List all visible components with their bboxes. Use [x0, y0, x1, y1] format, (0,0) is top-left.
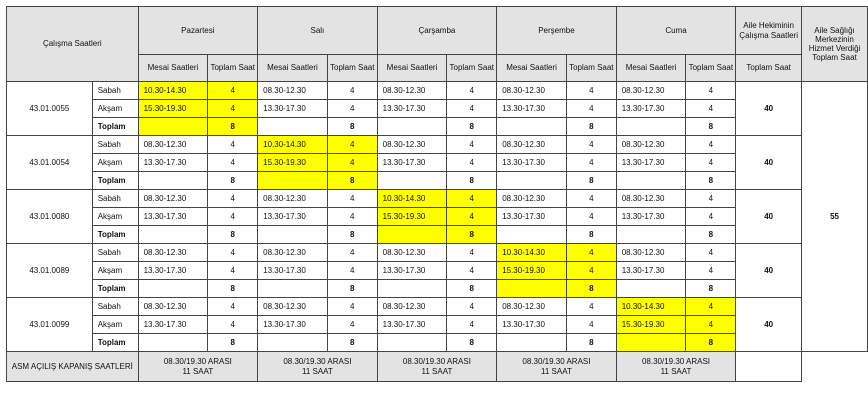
- hours-cell: 08.30-12.30: [258, 244, 328, 262]
- total-cell: 4: [686, 136, 736, 154]
- daily-total-cell: 8: [208, 280, 258, 298]
- total-cell: 4: [327, 298, 377, 316]
- hours-cell: 15.30-19.30: [138, 100, 208, 118]
- daily-total-cell: 8: [327, 226, 377, 244]
- hours-cell: 08.30-12.30: [377, 136, 447, 154]
- total-cell: 4: [208, 190, 258, 208]
- hours-cell: 13.30-17.30: [377, 100, 447, 118]
- daily-total-cell: 8: [208, 118, 258, 136]
- hours-cell: 08.30-12.30: [377, 82, 447, 100]
- shift-label-toplam: Toplam: [92, 118, 138, 136]
- total-cell: 4: [447, 262, 497, 280]
- hours-cell: 08.30-12.30: [258, 298, 328, 316]
- hours-cell: 08.30-12.30: [258, 190, 328, 208]
- hours-cell: [377, 118, 447, 136]
- asm-service-hours-header: Aile Sağlığı Merkezinin Hizmet Verdiği Toplam Saat: [802, 7, 868, 82]
- shift-label-aksam: Akşam: [92, 100, 138, 118]
- unit-code: 43.01.0054: [7, 136, 93, 190]
- hours-cell: [138, 118, 208, 136]
- sub-header-toplam: Toplam Saat: [327, 55, 377, 82]
- total-cell: 4: [686, 82, 736, 100]
- total-cell: 4: [208, 244, 258, 262]
- total-cell: 4: [327, 136, 377, 154]
- hours-cell: 08.30-12.30: [138, 244, 208, 262]
- hours-cell: [497, 226, 567, 244]
- hours-cell: [258, 172, 328, 190]
- hours-cell: 10.30-14.30: [497, 244, 567, 262]
- asm-day-hours: [497, 352, 617, 382]
- hours-cell: [258, 118, 328, 136]
- hours-cell: [377, 334, 447, 352]
- sub-header-toplam: Toplam Saat: [566, 55, 616, 82]
- total-cell: 4: [686, 100, 736, 118]
- asm-hours-range: 08.30/19.30 ARASI: [641, 357, 711, 367]
- total-cell: 4: [686, 154, 736, 172]
- daily-total-cell: 8: [566, 226, 616, 244]
- hours-cell: 13.30-17.30: [377, 154, 447, 172]
- total-cell: 4: [208, 136, 258, 154]
- total-cell: 4: [686, 262, 736, 280]
- hours-cell: 08.30-12.30: [497, 136, 567, 154]
- total-cell: 4: [208, 262, 258, 280]
- daily-total-cell: 8: [447, 118, 497, 136]
- asm-day-hours: [138, 352, 258, 382]
- asm-day-hours: [616, 352, 736, 382]
- daily-total-cell: 8: [327, 118, 377, 136]
- hours-cell: [138, 226, 208, 244]
- family-physician-total-header: Toplam Saat: [736, 55, 802, 82]
- total-cell: 4: [566, 82, 616, 100]
- hours-cell: 15.30-19.30: [616, 316, 686, 334]
- shift-label-toplam: Toplam: [92, 226, 138, 244]
- daily-total-cell: 8: [327, 172, 377, 190]
- table-row: [7, 82, 868, 100]
- hours-cell: [616, 118, 686, 136]
- daily-total-cell: 8: [686, 334, 736, 352]
- total-cell: 4: [566, 190, 616, 208]
- schedule-sheet: [6, 6, 868, 382]
- asm-open-close-label: ASM AÇILIŞ KAPANIŞ SAATLERİ: [7, 352, 139, 382]
- asm-hours-range: 08.30/19.30 ARASI: [402, 357, 471, 367]
- total-cell: 4: [447, 244, 497, 262]
- hours-cell: 13.30-17.30: [138, 154, 208, 172]
- asm-hours-count: 11 SAAT: [421, 366, 453, 376]
- weekly-total-cell: 40: [736, 244, 802, 298]
- hours-cell: [258, 280, 328, 298]
- hours-cell: 08.30-12.30: [616, 136, 686, 154]
- hours-cell: [616, 172, 686, 190]
- hours-cell: [497, 334, 567, 352]
- hours-cell: 10.30-14.30: [258, 136, 328, 154]
- day-header-wednesday: Çarşamba: [377, 7, 497, 55]
- total-cell: 4: [686, 316, 736, 334]
- shift-label-aksam: Akşam: [92, 316, 138, 334]
- hours-cell: 10.30-14.30: [377, 190, 447, 208]
- total-cell: 4: [327, 244, 377, 262]
- hours-cell: [138, 280, 208, 298]
- hours-cell: [377, 280, 447, 298]
- hours-cell: 08.30-12.30: [138, 298, 208, 316]
- total-cell: 4: [566, 136, 616, 154]
- shift-label-aksam: Akşam: [92, 154, 138, 172]
- day-header-thursday: Perşembe: [497, 7, 617, 55]
- hours-cell: 13.30-17.30: [616, 154, 686, 172]
- hours-cell: 13.30-17.30: [377, 316, 447, 334]
- total-cell: 4: [566, 154, 616, 172]
- total-cell: 4: [208, 82, 258, 100]
- daily-total-cell: 8: [447, 334, 497, 352]
- daily-total-cell: 8: [566, 118, 616, 136]
- total-cell: 4: [208, 208, 258, 226]
- shift-label-sabah: Sabah: [92, 244, 138, 262]
- total-cell: 4: [686, 244, 736, 262]
- daily-total-cell: 8: [686, 226, 736, 244]
- hours-cell: 13.30-17.30: [497, 208, 567, 226]
- total-cell: 4: [686, 208, 736, 226]
- hours-cell: 08.30-12.30: [138, 136, 208, 154]
- asm-day-hours: [258, 352, 378, 382]
- hours-cell: 13.30-17.30: [138, 208, 208, 226]
- sub-header-toplam: Toplam Saat: [208, 55, 258, 82]
- schedule-table: [6, 6, 868, 382]
- total-cell: 4: [327, 154, 377, 172]
- hours-cell: [497, 280, 567, 298]
- hours-cell: [497, 172, 567, 190]
- hours-cell: 13.30-17.30: [497, 154, 567, 172]
- shift-label-toplam: Toplam: [92, 280, 138, 298]
- total-cell: 4: [327, 100, 377, 118]
- shift-label-sabah: Sabah: [92, 136, 138, 154]
- hours-cell: 15.30-19.30: [258, 154, 328, 172]
- day-header-monday: Pazartesi: [138, 7, 258, 55]
- hours-cell: 08.30-12.30: [616, 82, 686, 100]
- total-cell: 4: [447, 190, 497, 208]
- total-cell: 4: [208, 154, 258, 172]
- asm-hours-range: 08.30/19.30 ARASI: [522, 357, 591, 367]
- hours-cell: 08.30-12.30: [616, 244, 686, 262]
- hours-cell: [616, 280, 686, 298]
- hours-cell: 08.30-12.30: [616, 190, 686, 208]
- daily-total-cell: 8: [208, 172, 258, 190]
- shift-label-aksam: Akşam: [92, 262, 138, 280]
- hours-cell: [377, 172, 447, 190]
- weekly-total-cell: 40: [736, 190, 802, 244]
- hours-cell: 10.30-14.30: [616, 298, 686, 316]
- hours-cell: 08.30-12.30: [497, 190, 567, 208]
- sub-header-mesai: Mesai Saatleri: [616, 55, 686, 82]
- footer-empty-cell: [736, 352, 802, 382]
- daily-total-cell: 8: [447, 226, 497, 244]
- total-cell: 4: [566, 208, 616, 226]
- shift-label-aksam: Akşam: [92, 208, 138, 226]
- asm-hours-range: 08.30/19.30 ARASI: [283, 357, 352, 367]
- asm-hours-count: 11 SAAT: [660, 366, 692, 376]
- weekly-total-cell: 40: [736, 298, 802, 352]
- hours-cell: 08.30-12.30: [497, 82, 567, 100]
- total-cell: 4: [208, 316, 258, 334]
- total-cell: 4: [447, 136, 497, 154]
- daily-total-cell: 8: [566, 280, 616, 298]
- total-cell: 4: [566, 100, 616, 118]
- hours-cell: [258, 226, 328, 244]
- total-cell: 4: [566, 244, 616, 262]
- daily-total-cell: 8: [686, 280, 736, 298]
- hours-cell: 08.30-12.30: [258, 82, 328, 100]
- unit-code: 43.01.0080: [7, 190, 93, 244]
- hours-cell: 13.30-17.30: [258, 316, 328, 334]
- total-cell: 4: [686, 298, 736, 316]
- hours-cell: 08.30-12.30: [377, 298, 447, 316]
- asm-hours-count: 11 SAAT: [301, 366, 333, 376]
- unit-code: 43.01.0089: [7, 244, 93, 298]
- hours-cell: 08.30-12.30: [377, 244, 447, 262]
- total-cell: 4: [566, 316, 616, 334]
- total-cell: 4: [447, 298, 497, 316]
- daily-total-cell: 8: [208, 226, 258, 244]
- day-header-tuesday: Salı: [258, 7, 378, 55]
- daily-total-cell: 8: [566, 172, 616, 190]
- hours-cell: [138, 334, 208, 352]
- daily-total-cell: 8: [327, 280, 377, 298]
- shift-label-toplam: Toplam: [92, 172, 138, 190]
- daily-total-cell: 8: [447, 172, 497, 190]
- unit-code: 43.01.0099: [7, 298, 93, 352]
- table-row: [7, 136, 868, 154]
- total-cell: 4: [566, 262, 616, 280]
- hours-cell: 08.30-12.30: [497, 298, 567, 316]
- hours-cell: 13.30-17.30: [616, 262, 686, 280]
- asm-total-cell: 55: [802, 82, 868, 352]
- shift-label-toplam: Toplam: [92, 334, 138, 352]
- hours-cell: 13.30-17.30: [616, 208, 686, 226]
- hours-cell: [616, 226, 686, 244]
- total-cell: 4: [566, 298, 616, 316]
- hours-cell: 13.30-17.30: [258, 100, 328, 118]
- shift-label-sabah: Sabah: [92, 190, 138, 208]
- hours-cell: 13.30-17.30: [377, 262, 447, 280]
- hours-cell: [138, 172, 208, 190]
- hours-cell: [497, 118, 567, 136]
- hours-cell: 13.30-17.30: [138, 262, 208, 280]
- hours-cell: 13.30-17.30: [616, 100, 686, 118]
- total-cell: 4: [208, 298, 258, 316]
- hours-cell: 13.30-17.30: [258, 262, 328, 280]
- total-cell: 4: [447, 82, 497, 100]
- shift-label-sabah: Sabah: [92, 82, 138, 100]
- sub-header-mesai: Mesai Saatleri: [377, 55, 447, 82]
- weekly-total-cell: 40: [736, 82, 802, 136]
- sub-header-mesai: Mesai Saatleri: [497, 55, 567, 82]
- daily-total-cell: 8: [686, 118, 736, 136]
- sub-header-toplam: Toplam Saat: [686, 55, 736, 82]
- total-cell: 4: [327, 208, 377, 226]
- sub-header-mesai: Mesai Saatleri: [138, 55, 208, 82]
- hours-cell: 10.30-14.30: [138, 82, 208, 100]
- weekly-total-cell: 40: [736, 136, 802, 190]
- daily-total-cell: 8: [208, 334, 258, 352]
- table-row: [7, 298, 868, 316]
- hours-cell: 15.30-19.30: [377, 208, 447, 226]
- hours-cell: [616, 334, 686, 352]
- hours-cell: 15.30-19.30: [497, 262, 567, 280]
- sub-header-toplam: Toplam Saat: [447, 55, 497, 82]
- total-cell: 4: [447, 154, 497, 172]
- total-cell: 4: [447, 316, 497, 334]
- hours-cell: [258, 334, 328, 352]
- total-cell: 4: [327, 190, 377, 208]
- asm-hours-range: 08.30/19.30 ARASI: [163, 357, 232, 367]
- total-cell: 4: [327, 82, 377, 100]
- day-header-friday: Cuma: [616, 7, 736, 55]
- daily-total-cell: 8: [447, 280, 497, 298]
- working-hours-header: Çalışma Saatleri: [7, 7, 139, 82]
- total-cell: 4: [327, 316, 377, 334]
- hours-cell: 13.30-17.30: [138, 316, 208, 334]
- daily-total-cell: 8: [686, 172, 736, 190]
- total-cell: 4: [447, 208, 497, 226]
- family-physician-hours-header: Aile Hekiminin Çalışma Saatleri: [736, 7, 802, 55]
- asm-day-hours: [377, 352, 497, 382]
- unit-code: 43.01.0055: [7, 82, 93, 136]
- asm-hours-count: 11 SAAT: [541, 366, 572, 376]
- hours-cell: 13.30-17.30: [258, 208, 328, 226]
- shift-label-sabah: Sabah: [92, 298, 138, 316]
- daily-total-cell: 8: [566, 334, 616, 352]
- daily-total-cell: 8: [327, 334, 377, 352]
- asm-hours-count: 11 SAAT: [182, 366, 214, 376]
- hours-cell: 08.30-12.30: [138, 190, 208, 208]
- total-cell: 4: [327, 262, 377, 280]
- total-cell: 4: [447, 100, 497, 118]
- hours-cell: 13.30-17.30: [497, 316, 567, 334]
- total-cell: 4: [208, 100, 258, 118]
- hours-cell: 13.30-17.30: [497, 100, 567, 118]
- table-row: [7, 244, 868, 262]
- total-cell: 4: [686, 190, 736, 208]
- hours-cell: [377, 226, 447, 244]
- table-row: [7, 190, 868, 208]
- sub-header-mesai: Mesai Saatleri: [258, 55, 328, 82]
